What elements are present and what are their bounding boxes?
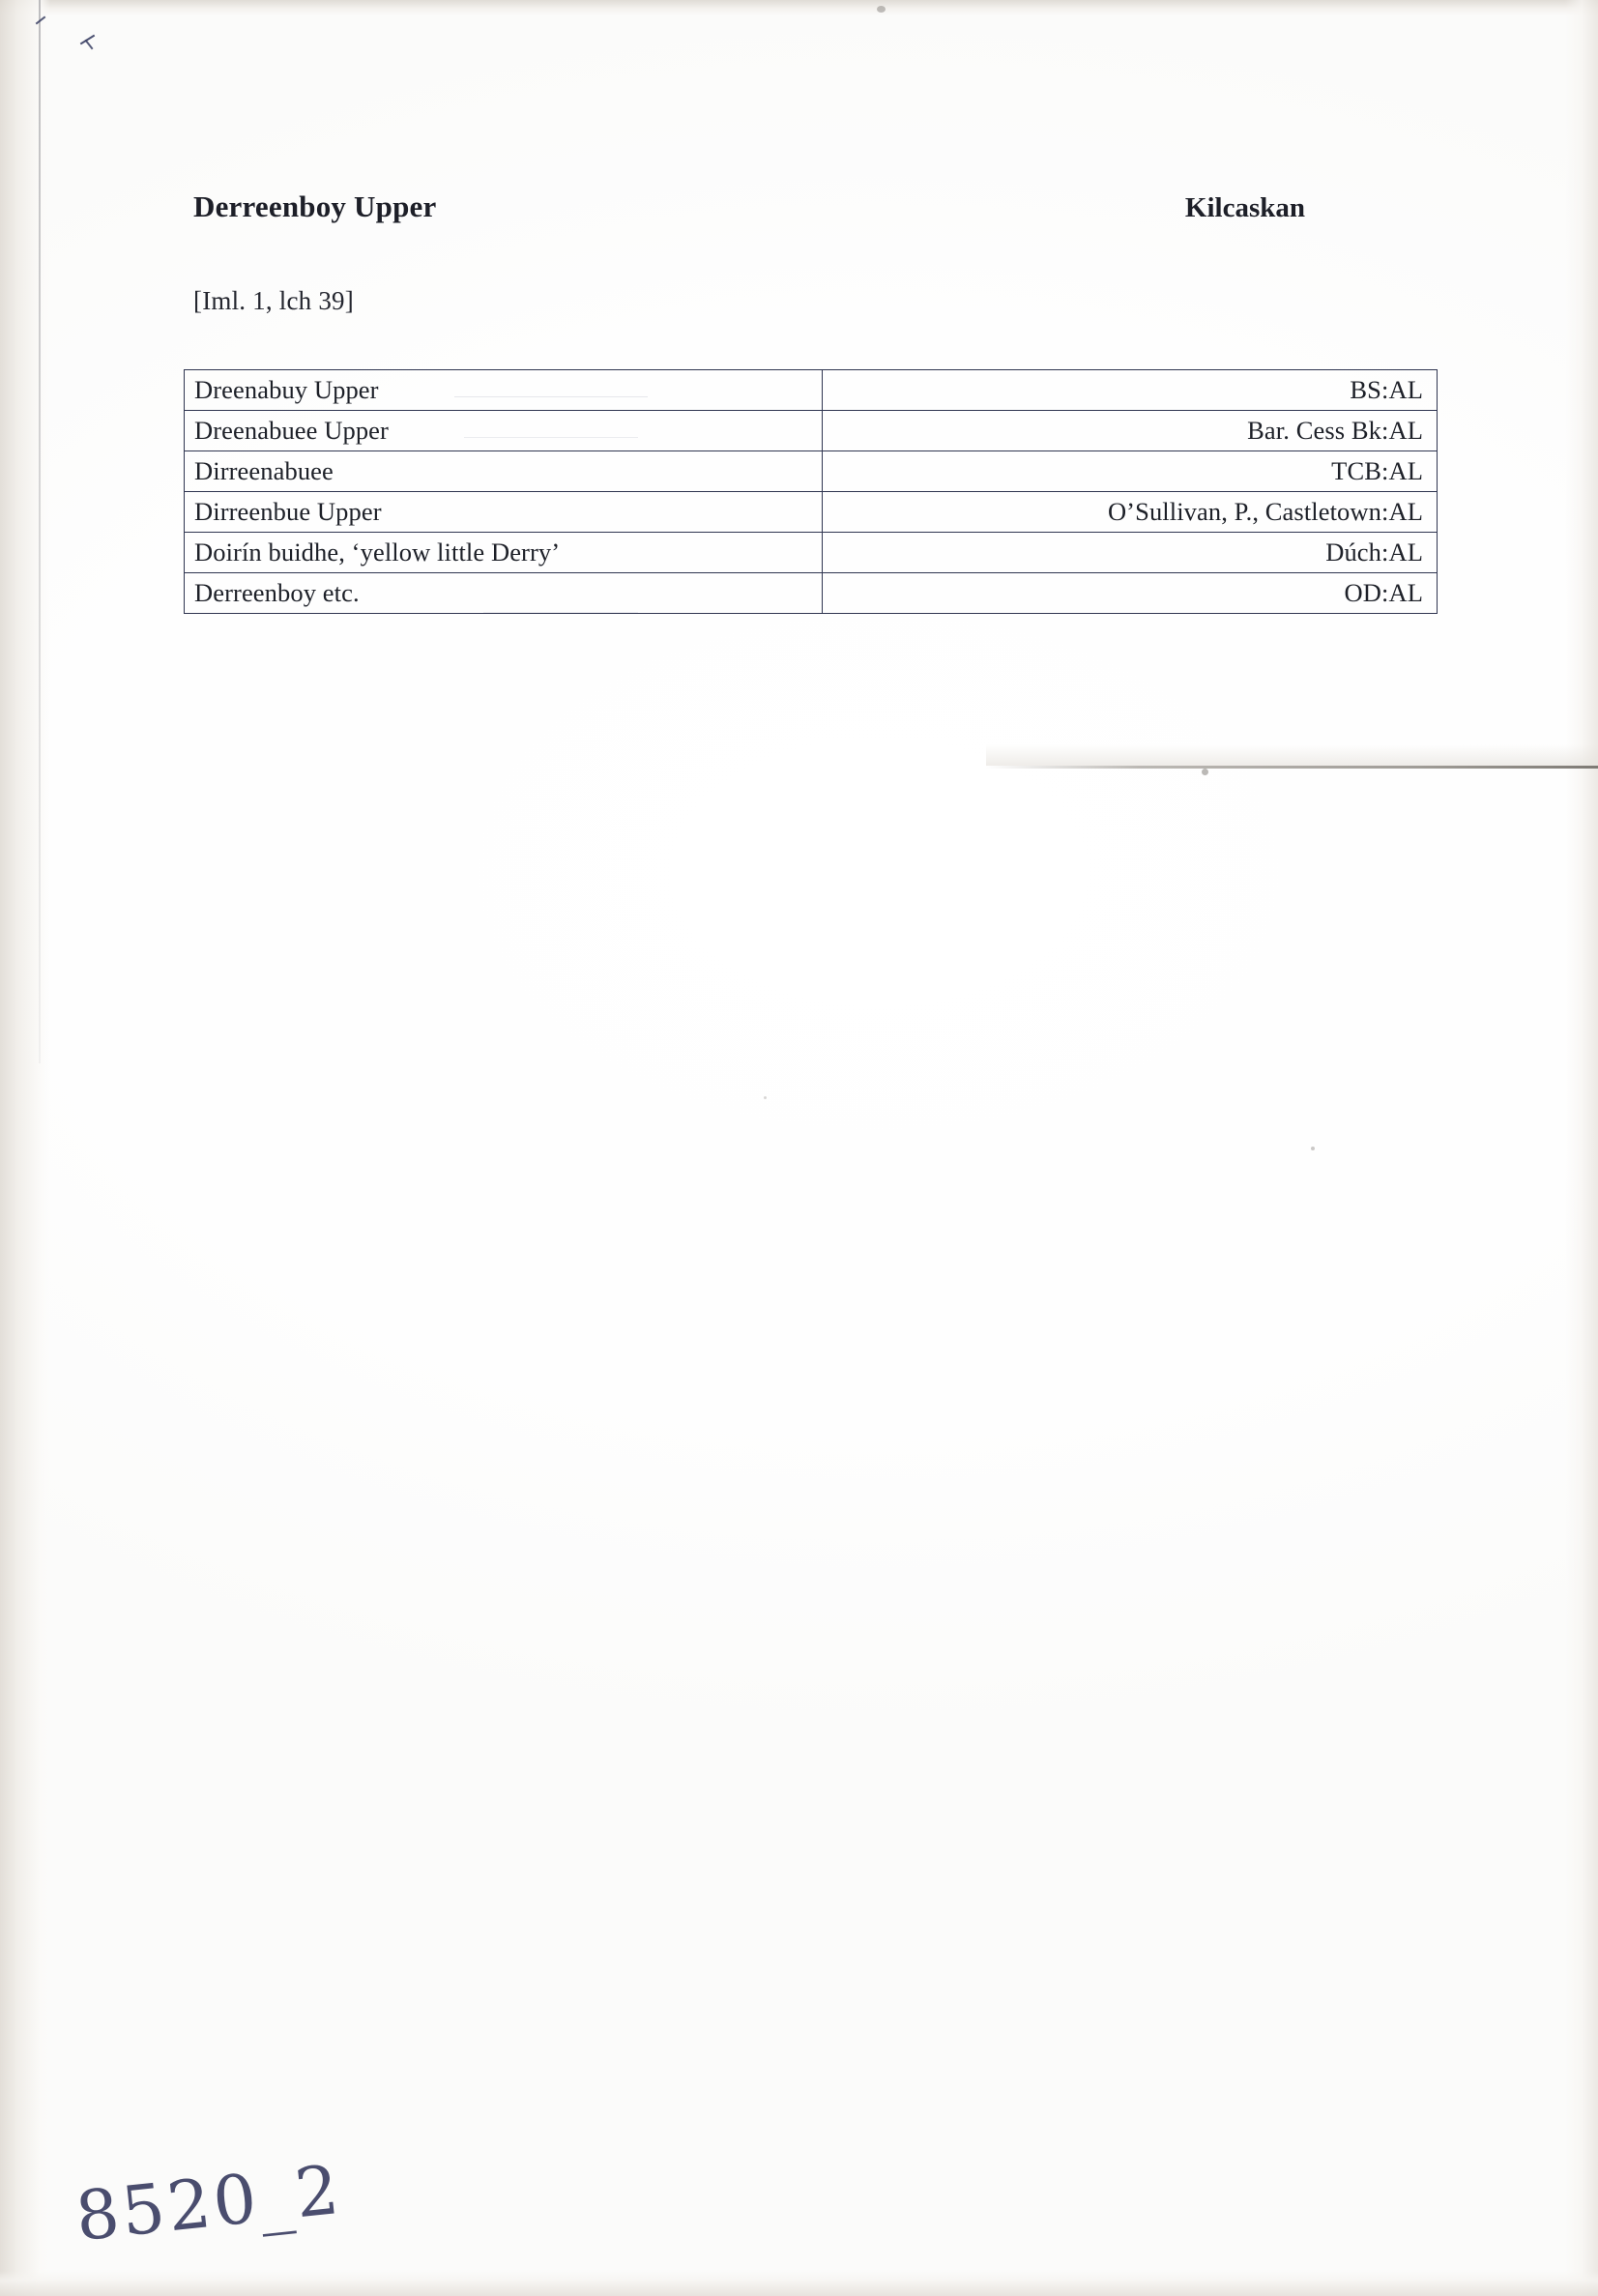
parish-title: Kilcaskan [1184,192,1305,223]
source-cell: TCB:AL [823,451,1438,492]
scan-artefact-line [454,396,648,397]
page-header [193,189,1450,224]
form-cell: Derreenboy etc. [185,573,823,614]
table-row [185,370,1438,411]
form-cell: Dreenabuee Upper [185,411,823,451]
source-cell: OD:AL [823,573,1438,614]
page-title: Derreenboy Upper [193,189,437,223]
source-cell: O’Sullivan, P., Castletown:AL [823,492,1438,533]
name-forms-table [184,369,1438,614]
table-row [185,492,1438,533]
scan-artefact-line [483,612,638,613]
table-row [185,573,1438,614]
form-cell: Dreenabuy Upper [185,370,823,411]
table-row [185,411,1438,451]
table-row [185,533,1438,573]
form-cell: Dirreenabuee [185,451,823,492]
scan-artefact-line [464,437,638,438]
source-cell: Dúch:AL [823,533,1438,573]
form-cell: Doirín buidhe, ‘yellow little Derry’ [185,533,823,573]
source-cell: Bar. Cess Bk:AL [823,411,1438,451]
table-row [185,451,1438,492]
form-cell: Dirreenbue Upper [185,492,823,533]
source-reference: [Iml. 1, lch 39] [193,286,354,315]
source-cell: BS:AL [823,370,1438,411]
handwritten-page-number: 8520_2 [72,2149,346,2257]
